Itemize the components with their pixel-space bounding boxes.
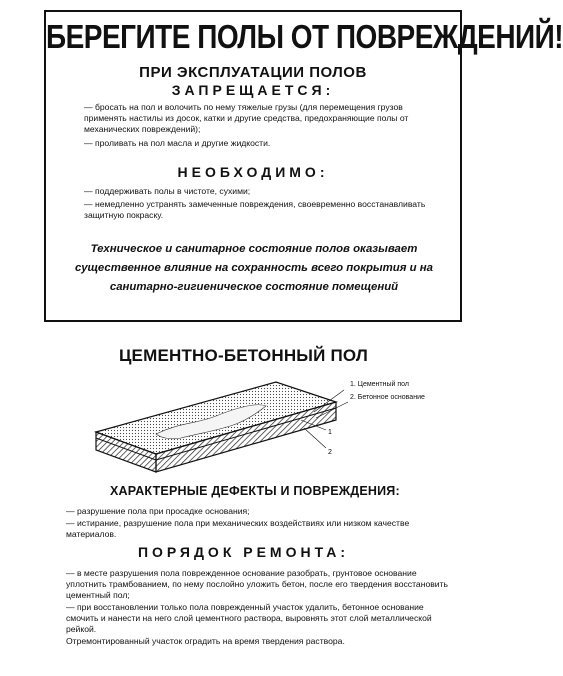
required-item: — поддерживать полы в чистоте, сухими;: [84, 186, 251, 196]
repair-item: — при восстановлении только пола поврежденный участок удалить, бетонное основание смочить и нанести на него слой цементного раствора, выровнять этот слой металлической рейкой.: [66, 602, 432, 634]
floor-legend: [350, 378, 425, 404]
required-item: — немедленно устранять замеченные повреждения, своевременно восстанавливать защитную покраску.: [84, 199, 426, 220]
defects-heading: ХАРАКТЕРНЫЕ ДЕФЕКТЫ И ПОВРЕЖДЕНИЯ:: [110, 484, 400, 498]
repair-item: — в месте разрушения пола поврежденное основание разобрать, грунтовое основание уплотнить трамбованием, по нему послойно уложить бетон, после его твердения восстановить цементный пол;: [66, 568, 448, 600]
required-heading: НЕОБХОДИМО:: [177, 164, 329, 180]
condition-note: Техническое и санитарное состояние полов оказывает существенное влияние на сохранность всего покрытия и на санитарно-гигиеническое состояние помещений: [75, 243, 433, 293]
prohibited-heading: ЗАПРЕЩАЕТСЯ:: [171, 82, 335, 98]
poster-title: БЕРЕГИТЕ ПОЛЫ ОТ ПОВРЕЖДЕНИЙ!: [46, 18, 563, 56]
repair-final-note: Отремонтированный участок оградить на время твердения раствора.: [66, 636, 345, 646]
callout-1: 1: [328, 429, 332, 436]
defect-item: — разрушение пола при просадке основания;: [66, 506, 250, 516]
prohibited-item: — проливать на пол масла и другие жидкости.: [84, 138, 271, 148]
defect-item: — истирание, разрушение пола при механических воздействиях или низком качестве материалов.: [66, 518, 410, 539]
prohibited-item: — бросать на пол и волочить по нему тяжелые грузы (для перемещения грузов применять настилы из досок, катки и другие средства, предохраняющие полы от механических повреждений);: [84, 102, 409, 134]
poster-subtitle: ПРИ ЭКСПЛУАТАЦИИ ПОЛОВ: [139, 64, 367, 81]
floor-section-title: ЦЕМЕНТНО-БЕТОННЫЙ ПОЛ: [118, 346, 369, 365]
legend-item: 1. Цементный пол: [350, 381, 409, 388]
floor-slab-illustration: [86, 372, 356, 482]
repair-heading: ПОРЯДОК РЕМОНТА:: [137, 544, 350, 560]
callout-2: 2: [328, 449, 332, 456]
legend-item: 2. Бетонное основание: [350, 394, 425, 401]
floor-care-notice-box: [44, 10, 563, 322]
